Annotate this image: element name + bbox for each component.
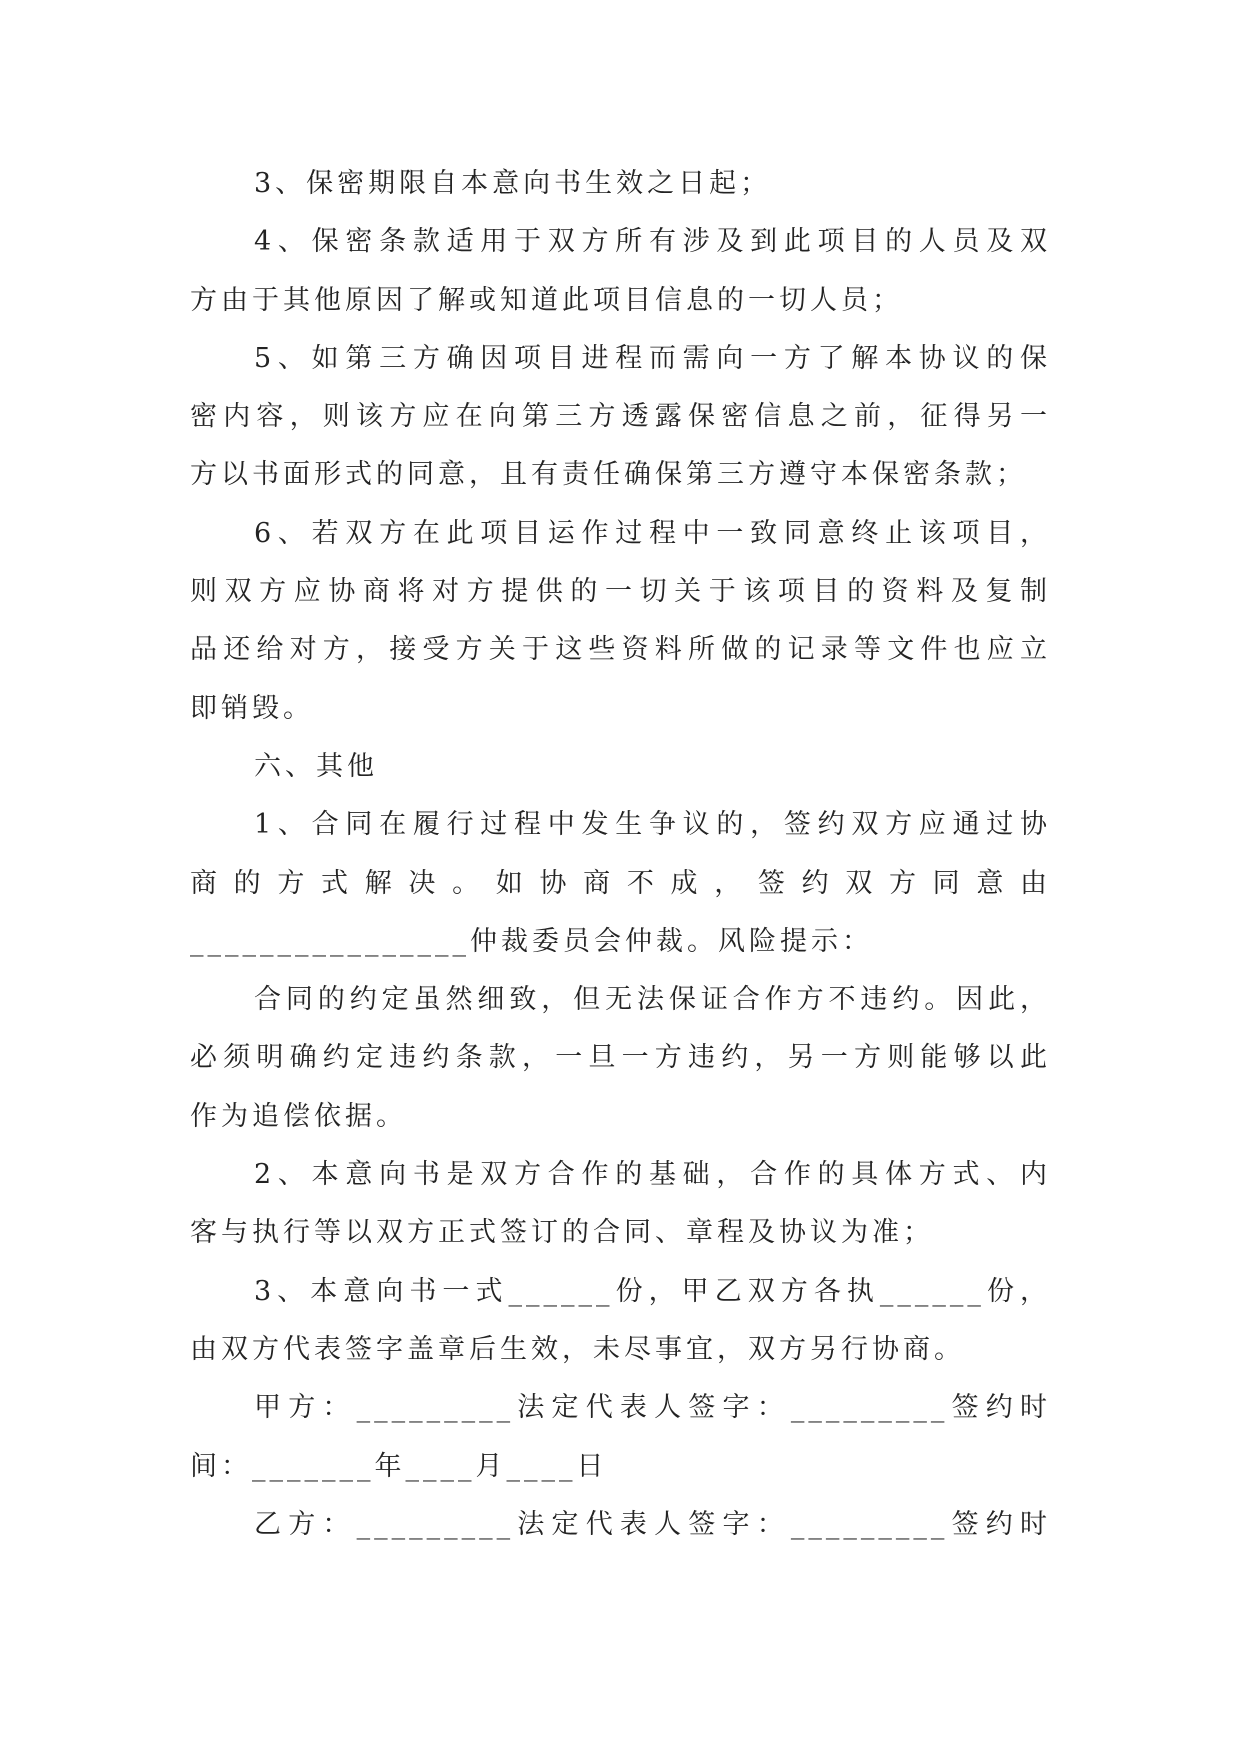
text-line: 品还给对方，接受方关于这些资料所做的记录等文件也应立 <box>190 634 1051 666</box>
text-line: 必须明确约定违约条款，一旦一方违约，另一方则能够以此 <box>190 1042 1051 1074</box>
document-body <box>190 155 1051 1554</box>
text-line: 即销毁。 <box>190 692 314 724</box>
signature-party-b <box>190 1496 1051 1554</box>
text-line: 4、保密条款适用于双方所有涉及到此项目的人员及双 <box>254 226 1051 258</box>
paragraph-confidentiality-period <box>190 155 1051 213</box>
text-line: 商的方式解决。如协商不成，签约双方同意由 <box>190 867 1051 899</box>
paragraph-termination <box>190 505 1051 738</box>
text-line: 5、如第三方确因项目进程而需向一方了解本协议的保 <box>254 342 1051 374</box>
paragraph-copies-and-effect <box>190 1263 1051 1380</box>
paragraph-cooperation-basis <box>190 1146 1051 1263</box>
text-line: 客与执行等以双方正式签订的合同、章程及协议为准； <box>190 1217 934 1249</box>
text-line: 乙方：_________法定代表人签字：_________签约时 <box>254 1508 1051 1540</box>
text-line: 甲方：_________法定代表人签字：_________签约时 <box>254 1392 1051 1424</box>
text-line: 密内容，则该方应在向第三方透露保密信息之前，征得另一 <box>190 401 1051 433</box>
text-line: ________________仲裁委员会仲裁。风险提示： <box>190 925 873 957</box>
text-line: 则双方应协商将对方提供的一切关于该项目的资料及复制 <box>190 576 1051 608</box>
paragraph-dispute-resolution <box>190 796 1051 971</box>
text-line: 方以书面形式的同意，且有责任确保第三方遵守本保密条款； <box>190 459 1027 491</box>
text-line: 间：_______年____月____日 <box>190 1450 608 1482</box>
text-line: 3、本意向书一式______份，甲乙双方各执______份， <box>254 1275 1051 1307</box>
paragraph-confidentiality-scope <box>190 213 1051 330</box>
section-title: 六、其他 <box>254 750 378 782</box>
paragraph-risk-note <box>190 971 1051 1146</box>
text-line: 合同的约定虽然细致，但无法保证合作方不违约。因此， <box>254 984 1051 1016</box>
paragraph-third-party-disclosure <box>190 330 1051 505</box>
text-line: 由双方代表签字盖章后生效，未尽事宜，双方另行协商。 <box>190 1333 965 1365</box>
signature-party-a <box>190 1379 1051 1496</box>
text-line: 6、若双方在此项目运作过程中一致同意终止该项目， <box>254 517 1051 549</box>
text-line: 1、合同在履行过程中发生争议的，签约双方应通过协 <box>254 809 1051 841</box>
text-line: 方由于其他原因了解或知道此项目信息的一切人员； <box>190 284 903 316</box>
text-line: 2、本意向书是双方合作的基础，合作的具体方式、内 <box>254 1159 1051 1191</box>
text-line: 3、保密期限自本意向书生效之日起； <box>254 168 772 199</box>
section-heading-other <box>190 738 1051 796</box>
text-line: 作为追偿依据。 <box>190 1100 407 1132</box>
